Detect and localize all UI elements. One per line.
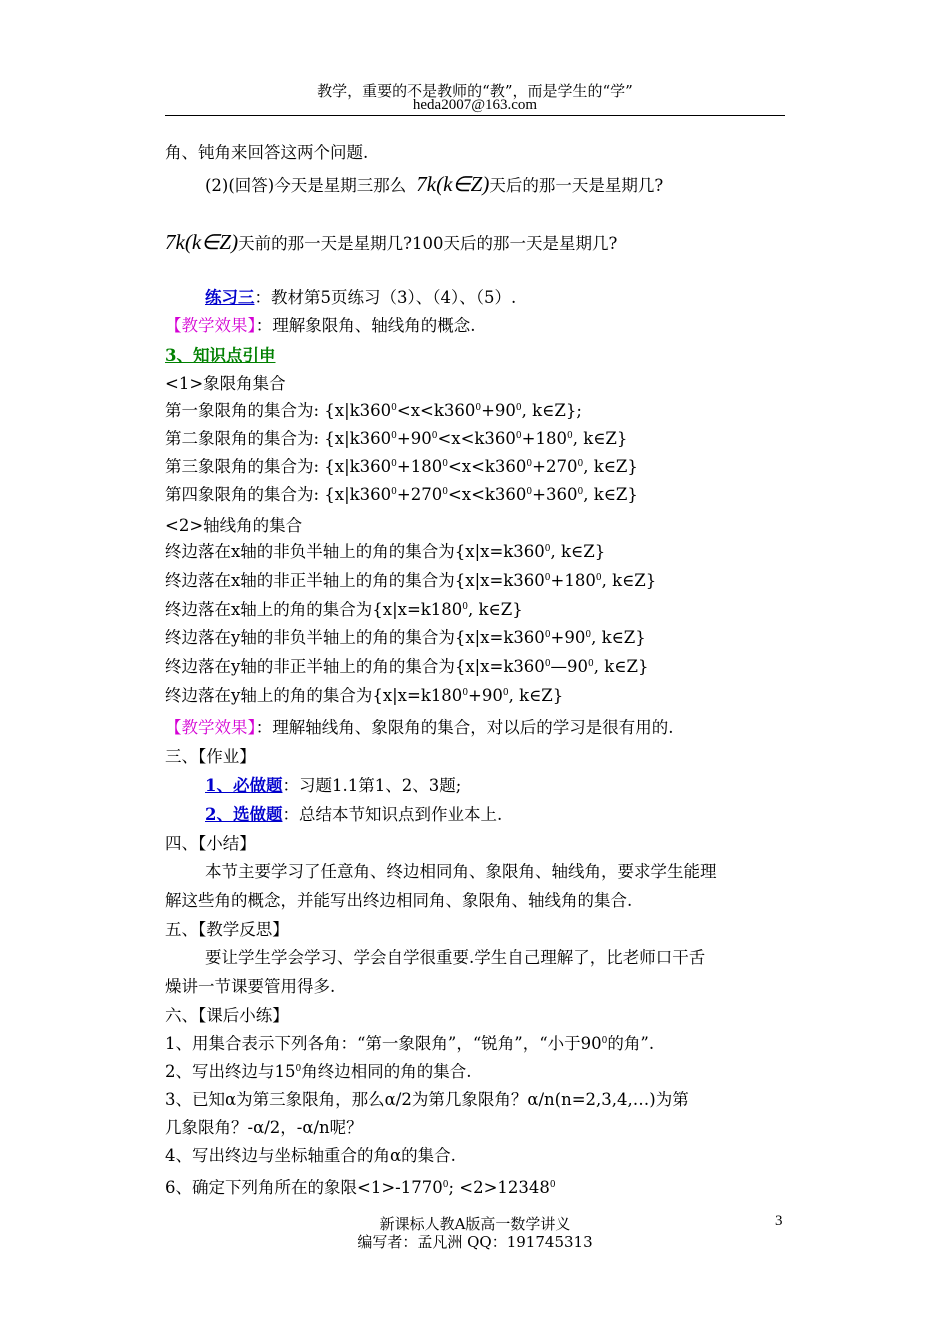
practice-3: 3、已知α为第三象限角，那么α/2为第几象限角？α/n(n=2,3,4,…)为第 bbox=[165, 1090, 689, 1109]
homework-required: 1、必做题：习题1.1第1、2、3题; bbox=[205, 776, 462, 795]
page-number: 3 bbox=[775, 1213, 783, 1229]
math-formula: 7k(k∈Z) bbox=[165, 230, 239, 254]
text-line: 角、钝角来回答这两个问题. bbox=[165, 143, 369, 162]
subsection-axis: <2>轴线角的集合 bbox=[165, 516, 303, 535]
summary-title: 四、【小结】 bbox=[165, 834, 256, 853]
quadrant-4-set: 第四象限角的集合为: {$x|k360^0+270^0<x<k360^0+360^0$, k∈Z} bbox=[165, 485, 638, 504]
teaching-effect-2: 【教学效果】：理解轴线角、象限角的集合，对以后的学习是很有用的. bbox=[165, 718, 674, 737]
quadrant-1-set: 第一象限角的集合为: {$x|k360^0<x<k360^0+90^0$, k∈Z}; bbox=[165, 401, 582, 420]
homework-title: 三、【作业】 bbox=[165, 747, 256, 766]
subsection-quadrant: <1>象限角集合 bbox=[165, 374, 286, 393]
footer-author: 编写者：孟凡洲 QQ：191745313 bbox=[357, 1233, 593, 1251]
reflection-text-1: 要让学生学会学习、学会自学很重要.学生自己理解了，比老师口干舌 bbox=[205, 948, 706, 967]
practice-2: 2、写出终边与$15^0$角终边相同的角的集合. bbox=[165, 1062, 472, 1081]
header-email: heda2007@163.com bbox=[412, 97, 538, 113]
axis-set-1: 终边落在x轴的非负半轴上的角的集合为{$x|x=k360^0$, k∈Z} bbox=[165, 542, 606, 561]
homework-optional: 2、选做题：总结本节知识点到作业本上. bbox=[205, 805, 503, 824]
math-formula: 7k(k∈Z) bbox=[416, 172, 490, 196]
question-2-cont: 7k(k∈Z)天前的那一天是星期几?100天后的那一天是星期几? bbox=[165, 230, 618, 254]
practice-4: 4、写出终边与坐标轴重合的角α的集合. bbox=[165, 1146, 456, 1165]
summary-text-2: 解这些角的概念，并能写出终边相同角、象限角、轴线角的集合. bbox=[165, 891, 633, 910]
reflection-title: 五、【教学反思】 bbox=[165, 920, 289, 939]
footer-title: 新课标人教A版高一数学讲义 bbox=[379, 1215, 571, 1233]
quadrant-2-set: 第二象限角的集合为: {$x|k360^0+90^0<x<k360^0+180^0$, k∈Z} bbox=[165, 429, 628, 448]
effect-label: 【教学效果】 bbox=[165, 316, 256, 335]
section-title: 3、知识点引申 bbox=[165, 346, 276, 365]
practice-title: 六、【课后小练】 bbox=[165, 1006, 289, 1025]
practice-3-cont: 几象限角？-α/2，-α/n呢？ bbox=[165, 1118, 363, 1137]
question-2-line: (2)(回答)今天是星期三那么 7k(k∈Z)天后的那一天是星期几? bbox=[205, 172, 664, 196]
axis-set-4: 终边落在y轴的非负半轴上的角的集合为{$x|x=k360^0+90^0$, k∈Z} bbox=[165, 628, 646, 647]
header-motto: 教学，重要的不是教师的“教”，而是学生的“学” bbox=[317, 82, 633, 100]
exercise-label: 练习三 bbox=[205, 288, 255, 307]
practice-1: 1、用集合表示下列各角：“第一象限角”，“锐角”，“小于$90^0$的角”. bbox=[165, 1034, 655, 1053]
effect-label: 【教学效果】 bbox=[165, 718, 256, 737]
exercise-3: 练习三：教材第5页练习（3）、（4）、（5）. bbox=[205, 288, 517, 307]
axis-set-6: 终边落在y轴上的角的集合为{$x|x=k180^0+90^0$, k∈Z} bbox=[165, 686, 564, 705]
axis-set-5: 终边落在y轴的非正半轴上的角的集合为{$x|x=k360^0—90^0$, k∈Z} bbox=[165, 657, 649, 676]
summary-text-1: 本节主要学习了任意角、终边相同角、象限角、轴线角，要求学生能理 bbox=[205, 862, 717, 881]
axis-set-3: 终边落在x轴上的角的集合为{$x|x=k180^0$, k∈Z} bbox=[165, 600, 523, 619]
quadrant-3-set: 第三象限角的集合为: {$x|k360^0+180^0<x<k360^0+270^0$, k∈Z} bbox=[165, 457, 638, 476]
header-rule bbox=[165, 115, 785, 116]
reflection-text-2: 燥讲一节课要管用得多. bbox=[165, 977, 336, 996]
teaching-effect-1: 【教学效果】：理解象限角、轴线角的概念. bbox=[165, 316, 476, 335]
practice-6: 6、确定下列角所在的象限$<1>-1770^0$; $<2>12348^0$ bbox=[165, 1178, 556, 1197]
axis-set-2: 终边落在x轴的非正半轴上的角的集合为{$x|x=k360^0+180^0$, k∈Z} bbox=[165, 571, 657, 590]
